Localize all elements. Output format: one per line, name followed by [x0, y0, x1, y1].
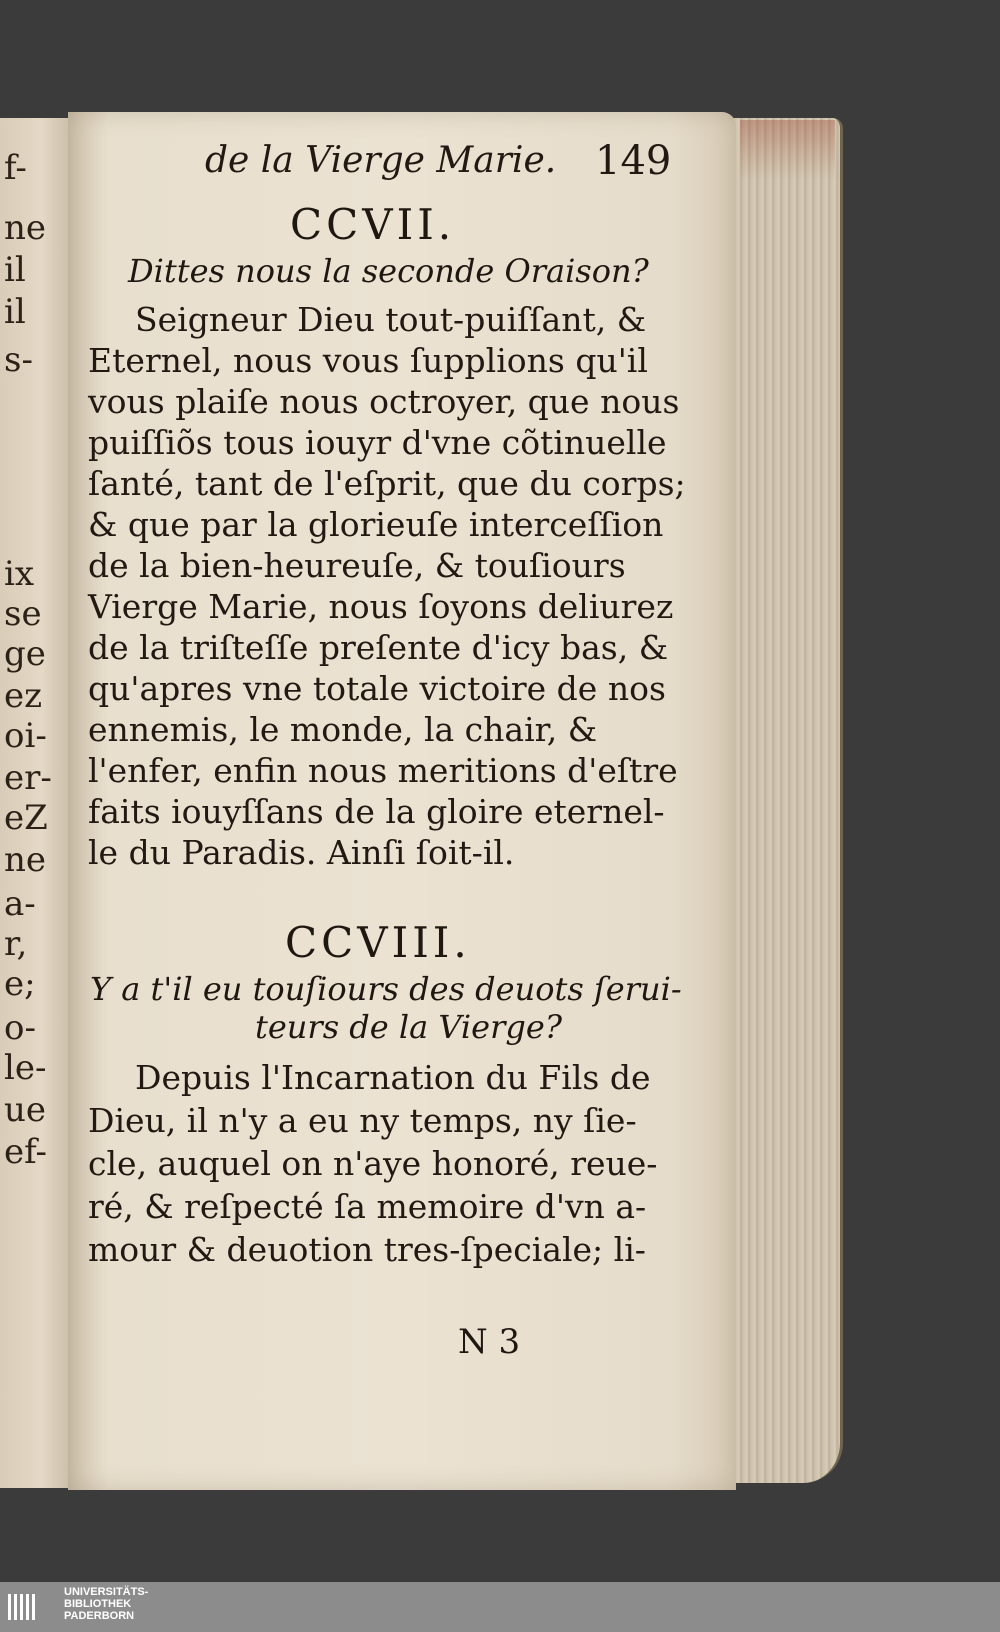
left-page-fragment: ne [4, 208, 47, 248]
red-edge-stain [740, 120, 835, 180]
left-page-fragment: ne [4, 840, 47, 880]
left-page-fragment: il [4, 292, 26, 332]
text-line: ſanté, tant de l'eſprit, que du corps; [88, 464, 686, 503]
text-line: Seigneur Dieu tout-puiſſant, & [135, 300, 647, 339]
running-head: de la Vierge Marie. [205, 140, 557, 181]
left-page-fragment: se [4, 594, 42, 634]
left-page-fragment: il [4, 250, 26, 290]
left-page-fragment: eZ [4, 798, 48, 838]
text-line: puiſſiõs tous iouyr d'vne cõtinuelle [88, 423, 667, 462]
left-page-fragment: o- [4, 1008, 36, 1048]
library-footer [0, 1582, 1000, 1632]
text-line: Dieu, il n'y a eu ny temps, ny ſie- [88, 1101, 637, 1140]
text-line: mour & deuotion tres-ſpeciale; li- [88, 1230, 646, 1269]
section-question-continued: teurs de la Vierge? [255, 1008, 562, 1046]
left-page-fragment: ix [4, 554, 35, 594]
text-line: de la bien-heureuſe, & touſiours [88, 546, 626, 585]
library-name-line1: UNIVERSITÄTS- [64, 1586, 149, 1598]
library-name [64, 1586, 148, 1622]
text-line: de la triſteſſe preſente d'icy bas, & [88, 628, 669, 667]
section-heading: CCVII. [290, 200, 456, 249]
left-page-fragment: er- [4, 758, 52, 798]
left-page-fragment: ef- [4, 1132, 47, 1172]
text-line: faits iouyſſans de la gloire eternel- [88, 792, 665, 831]
text-line: Depuis l'Incarnation du Fils de [135, 1058, 651, 1097]
signature-mark: N 3 [458, 1322, 521, 1362]
left-page-fragment: s- [4, 340, 33, 380]
text-line: Eternel, nous vous ſupplions qu'il [88, 341, 648, 380]
text-line: cle, auquel on n'aye honoré, reue- [88, 1144, 658, 1183]
left-page-fragment: ue [4, 1090, 47, 1130]
text-line: ré, & reſpecté ſa memoire d'vn a- [88, 1187, 647, 1226]
text-line: Vierge Marie, nous ſoyons deliurez [88, 587, 674, 626]
section-heading: CCVIII. [285, 918, 471, 967]
library-logo-icon [6, 1590, 42, 1624]
page-edges [720, 118, 843, 1483]
library-name-line3: PADERBORN [64, 1610, 135, 1622]
left-page-fragment: r, [4, 924, 28, 964]
left-page-fragment: oi- [4, 716, 47, 756]
section-question: Dittes nous la seconde Oraison? [128, 252, 649, 290]
section-question: Y a t'il eu touſiours des deuots ſerui- [90, 970, 682, 1008]
left-page-fragment: a- [4, 884, 36, 924]
left-page-fragment: f- [4, 148, 27, 188]
left-page-fragment: ez [4, 676, 43, 716]
library-name-line2: BIBLIOTHEK [64, 1598, 132, 1610]
text-line: qu'apres vne totale victoire de nos [88, 669, 666, 708]
left-page-fragment: le- [4, 1048, 47, 1088]
left-page-fragment: e; [4, 964, 36, 1004]
page-number: 149 [595, 138, 672, 184]
text-line: & que par la glorieuſe interceſſion [88, 505, 664, 544]
text-line: ennemis, le monde, la chair, & [88, 710, 598, 749]
left-page-edge [0, 118, 72, 1488]
text-line: vous plaiſe nous octroyer, que nous [88, 382, 680, 421]
text-line: l'enfer, enfin nous meritions d'eſtre [88, 751, 678, 790]
text-line: le du Paradis. Ainſi ſoit-il. [88, 833, 515, 872]
left-page-fragment: ge [4, 634, 46, 674]
